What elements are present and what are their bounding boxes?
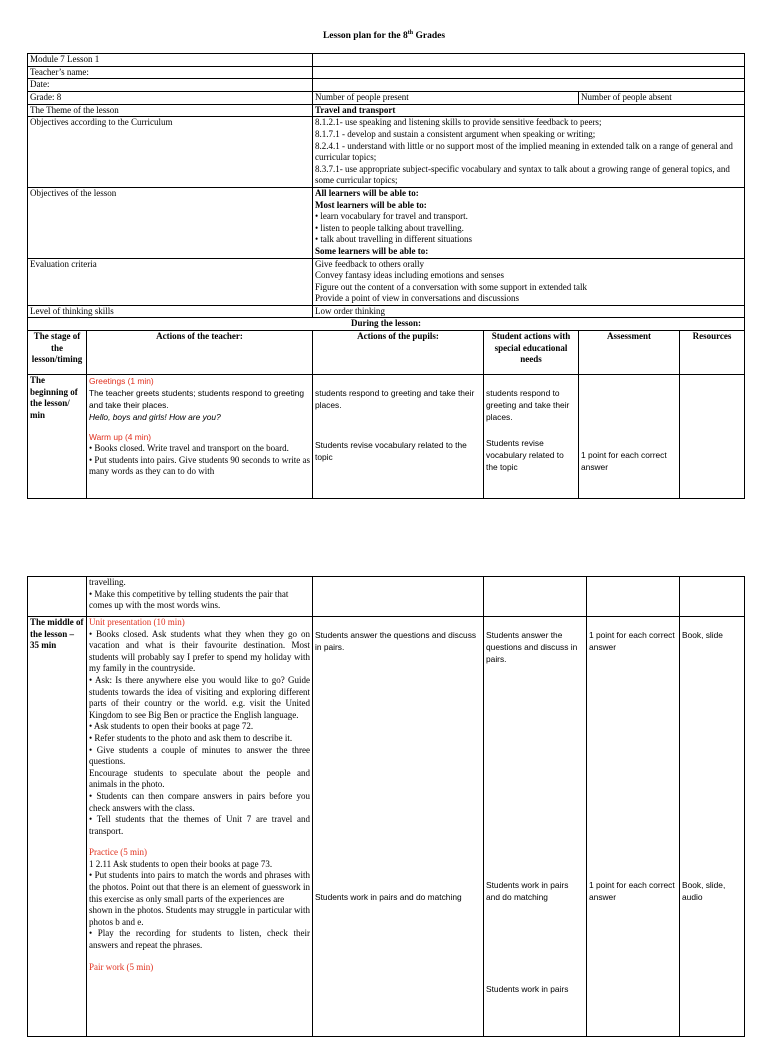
- unit-paragraph: • Ask: Is there anywhere else you would like to go? Guide students towards the idea of visiting and exploring different parts of their country or the world. e.g. visit the United Kingdom to see Big Ben or practice the English language.: [89, 674, 310, 720]
- col-teacher: Actions of the teacher:: [87, 331, 313, 375]
- theme-value: Travel and transport: [313, 104, 745, 117]
- lesson-plan-table: [27, 53, 745, 499]
- continued-row: [28, 577, 745, 617]
- col-pupils: Actions of the pupils:: [313, 331, 484, 375]
- greetings-sen: students respond to greeting and take their places.: [486, 388, 570, 423]
- unit-presentation-heading: Unit presentation (10 min): [89, 617, 185, 627]
- warmup-text: • Put students into pairs. Give students 90 seconds to write as many words as they can to do with: [89, 454, 310, 477]
- warmup-heading: Warm up (4 min): [89, 432, 152, 443]
- practice-heading: Practice (5 min): [89, 847, 147, 858]
- middle-resources: [680, 617, 745, 1037]
- unit-paragraph: • Give students a couple of minutes to answer the three questions.: [89, 744, 310, 767]
- beginning-resources: [680, 375, 745, 499]
- practice-resources: Book, slide, audio: [682, 880, 726, 902]
- evaluation-item: Convey fantasy ideas including emotions and senses: [315, 270, 504, 281]
- lesson-plan-table-continued: [27, 576, 745, 1037]
- practice-assessment: 1 point for each correct answer: [589, 880, 675, 902]
- objectives-lesson-row: [28, 187, 745, 258]
- objective-item: 8.2.4.1 - understand with little or no support most of the implied meaning in extended talk on a range of general and curricular topics;: [315, 140, 733, 163]
- objectives-curriculum-label: Objectives according to the Curriculum: [28, 117, 313, 188]
- evaluation-item: Figure out the content of a conversation with some support in extended talk: [315, 281, 587, 292]
- continued-teacher-actions: [87, 577, 313, 617]
- greetings-italic: Hello, boys and girls! How are you?: [89, 412, 221, 423]
- practice-paragraph: 1 2.11 Ask students to open their books at page 73.: [89, 858, 273, 869]
- during-row: [28, 318, 745, 331]
- some-learners: Some learners will be able to:: [315, 245, 429, 256]
- unit-paragraph: • Refer students to the photo and ask them to describe it.: [89, 732, 293, 743]
- evaluation-row: [28, 258, 745, 305]
- lesson-objective-item: • listen to people talking about travelling.: [315, 222, 464, 233]
- teacher-value: [313, 66, 745, 79]
- objective-item: 8.1.7.1 - develop and sustain a consistent argument when speaking or writing;: [315, 128, 596, 139]
- objectives-curriculum-list: [313, 117, 745, 188]
- evaluation-list: [313, 258, 745, 305]
- teacher-row: [28, 66, 745, 79]
- practice-paragraph: shown in the photos. Students may struggle in particular with photos b and e.: [89, 905, 310, 927]
- middle-sen-actions: [484, 617, 587, 1037]
- practice-paragraph: • Play the recording for students to listen, check their answers and repeat the phrases.: [89, 928, 310, 951]
- unit-paragraph: • Students can then compare answers in pairs before you check answers with the class.: [89, 790, 310, 813]
- col-assessment: Assessment: [579, 331, 680, 375]
- unit-paragraph: • Tell students that the themes of Unit 7 are travel and transport.: [89, 814, 310, 836]
- unit-paragraph: • Ask students to open their books at page 72.: [89, 721, 254, 732]
- evaluation-item: Give feedback to others orally: [315, 258, 424, 269]
- beginning-teacher-actions: [87, 375, 313, 499]
- theme-row: [28, 104, 745, 117]
- practice-pupils: Students work in pairs and do matching: [315, 892, 462, 902]
- date-value: [313, 79, 745, 92]
- greetings-heading: Greetings (1 min): [89, 376, 154, 387]
- greetings-text: The teacher greets students; students respond to greeting and take their places.: [89, 388, 305, 411]
- module-row: [28, 54, 745, 67]
- warmup-text: • Books closed. Write travel and transport on the board.: [89, 443, 289, 454]
- lesson-objective-item: • learn vocabulary for travel and transport.: [315, 211, 468, 222]
- most-learners: Most learners will be able to:: [315, 199, 427, 210]
- teacher-label: Teacher’s name:: [28, 66, 313, 79]
- module-label: Module 7 Lesson 1: [28, 54, 313, 67]
- stage-middle: The middle of the lesson – 35 min: [28, 617, 87, 1037]
- objective-item: 8.3.7.1- use appropriate subject-specific vocabulary and syntax to talk about a growing range of general topics, and some curricular topics;: [315, 163, 730, 186]
- date-label: Date:: [28, 79, 313, 92]
- thinking-label: Level of thinking skills: [28, 305, 313, 318]
- col-resources: Resources: [680, 331, 745, 375]
- people-absent: Number of people absent: [579, 91, 745, 104]
- thinking-value: Low order thinking: [313, 305, 745, 318]
- unit-resources: Book, slide: [682, 630, 723, 640]
- col-sen: Student actions with special educational needs: [484, 331, 579, 375]
- continued-text: travelling.: [89, 577, 126, 587]
- page-title: Lesson plan for the 8th Grades: [322, 29, 446, 41]
- column-header-row: [28, 331, 745, 375]
- theme-label: The Theme of the lesson: [28, 104, 313, 117]
- objectives-curriculum-row: [28, 117, 745, 188]
- evaluation-item: Provide a point of view in conversations and discussions: [315, 293, 519, 304]
- date-row: [28, 79, 745, 92]
- beginning-row: [28, 375, 745, 499]
- unit-paragraph: Encourage students to speculate about the people and animals in the photo.: [89, 767, 310, 790]
- stage-beginning: The beginning of the lesson/ min: [28, 375, 87, 499]
- continued-text: • Make this competitive by telling students the pair that comes up with the most words wins.: [89, 588, 289, 611]
- middle-assessment: [587, 617, 680, 1037]
- all-learners: All learners will be able to:: [315, 187, 419, 198]
- practice-sen: Students work in pairs and do matching: [486, 880, 569, 902]
- middle-pupils-actions: [313, 617, 484, 1037]
- beginning-pupils-actions: [313, 375, 484, 499]
- pair-work-sen: Students work in pairs: [486, 984, 569, 994]
- thinking-row: [28, 305, 745, 318]
- grade-label: Grade: 8: [28, 91, 313, 104]
- objectives-lesson-label: Objectives of the lesson: [28, 187, 313, 258]
- unit-sen: Students answer the questions and discuss in pairs.: [486, 630, 578, 664]
- unit-paragraph: • Books closed. Ask students what they when they go on vacation and what is their favourite destination. Most students will probably say I prefer to spend my holiday with my family in the countryside.: [89, 628, 310, 674]
- during-heading: During the lesson:: [28, 318, 745, 331]
- module-value: [313, 54, 745, 67]
- unit-assessment: 1 point for each correct answer: [589, 630, 675, 652]
- col-stage: The stage of the lesson/timing: [28, 331, 87, 375]
- objectives-lesson-list: [313, 187, 745, 258]
- evaluation-label: Evaluation criteria: [28, 258, 313, 305]
- middle-teacher-actions: [87, 617, 313, 1037]
- warmup-assessment: 1 point for each correct answer: [581, 450, 667, 473]
- pair-work-heading: Pair work (5 min): [89, 961, 154, 972]
- beginning-sen-actions: [484, 375, 579, 499]
- grade-row: [28, 91, 745, 104]
- objective-item: 8.1.2.1- use speaking and listening skills to provide sensitive feedback to peers;: [315, 117, 602, 128]
- practice-paragraph: • Put students into pairs to match the words and phrases with the photos. Point out that there is an element of guesswork in this exercise as only small parts of the experiences are: [89, 870, 310, 904]
- lesson-objective-item: • talk about travelling in different situations: [315, 234, 472, 245]
- people-present: Number of people present: [313, 91, 579, 104]
- middle-row: [28, 617, 745, 1037]
- unit-pupils: Students answer the questions and discuss in pairs.: [315, 630, 477, 652]
- greetings-pupils: students respond to greeting and take their places.: [315, 388, 475, 411]
- beginning-assessment: [579, 375, 680, 499]
- warmup-sen: Students revise vocabulary related to the topic: [486, 438, 564, 473]
- warmup-pupils: Students revise vocabulary related to the topic: [315, 440, 467, 463]
